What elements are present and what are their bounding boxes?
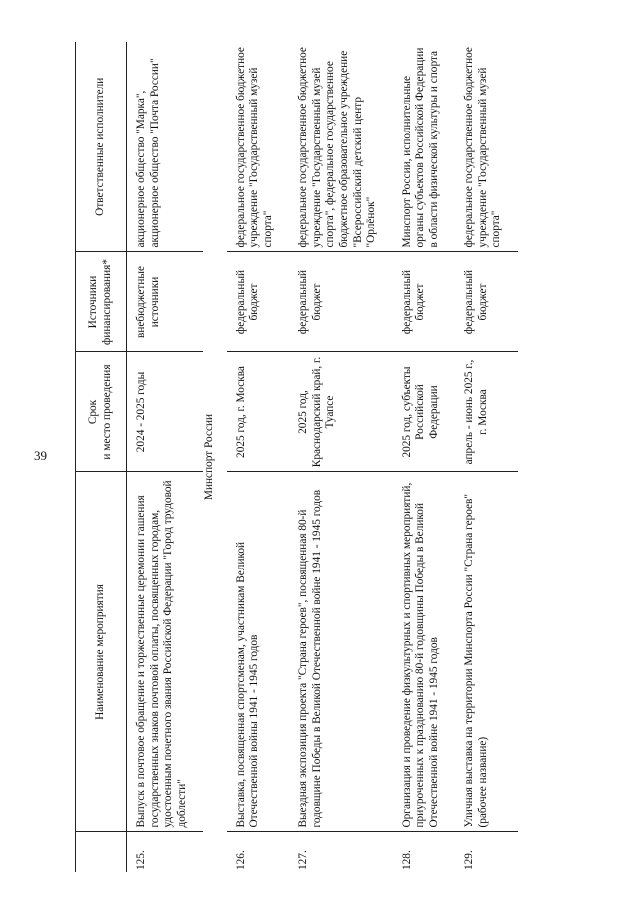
row-responsible: федеральное государственное бюджетное учреждение "Государственный музей спорта" bbox=[227, 42, 290, 252]
row-source: федеральный бюджет bbox=[289, 252, 392, 352]
section-row bbox=[203, 42, 227, 872]
header-responsible: Ответственные исполнители bbox=[76, 42, 127, 252]
row-source: федеральный бюджет bbox=[455, 252, 518, 352]
row-source: федеральный бюджет bbox=[393, 252, 456, 352]
header-number bbox=[76, 832, 127, 872]
row-term: апрель - июнь 2025 г., г. Москва bbox=[455, 352, 518, 472]
row-source: внебюджетные источники bbox=[127, 252, 204, 352]
row-responsible: акционерное общество "Марка", акционерное общество "Почта России" bbox=[127, 42, 204, 252]
row-name: Уличная выставка на территории Минспорта России "Страна героев" (рабочее название) bbox=[455, 472, 518, 832]
row-name: Выставка, посвященная спортсменам, участникам Великой Отечественной войны 1941 - 1945 годов bbox=[227, 472, 290, 832]
header-source: Источники финансирования* bbox=[76, 252, 127, 352]
table-row bbox=[127, 42, 204, 872]
row-name: Организация и проведение физкультурных и спортивных мероприятий, приуроченных к празднованию 80-й годовщины Победы в Великой Отечественной войне 1941 - 1945 годов bbox=[393, 472, 456, 832]
row-number: 128. bbox=[400, 850, 413, 870]
row-name: Выездная экспозиция проекта "Страна героев", посвященная 80-й годовщине Победы в Великой Отечественной войне 1941 - 1945 годов bbox=[289, 472, 392, 832]
table-row bbox=[289, 42, 392, 872]
table-row bbox=[455, 42, 518, 872]
events-table bbox=[75, 42, 518, 872]
row-term: 2025 год, Краснодарский край, г. Туапсе bbox=[289, 352, 392, 472]
header-name: Наименование мероприятия bbox=[76, 472, 127, 832]
row-number: 129. bbox=[463, 850, 476, 870]
section-title: Минспорт России bbox=[203, 413, 216, 501]
row-source: федеральный бюджет bbox=[227, 252, 290, 352]
row-responsible: федеральное государственное бюджетное учреждение "Государственный музей спорта", федеральное государственное бюджетное образовательное учреждение "Всероссийский детский центр "Орлёнок" bbox=[289, 42, 392, 252]
row-responsible: федеральное государственное бюджетное учреждение "Государственный музей спорта" bbox=[455, 42, 518, 252]
row-number: 127. bbox=[297, 850, 310, 870]
rotated-table-container bbox=[75, 42, 525, 872]
row-number: 126. bbox=[234, 850, 247, 870]
row-number: 125. bbox=[135, 850, 147, 870]
row-term: 2025 год, субъекты Российской Федерации bbox=[393, 352, 456, 472]
page-number: 39 bbox=[34, 448, 47, 463]
row-responsible: Минспорт России, исполнительные органы субъектов Российской Федерации в области физической культуры и спорта bbox=[393, 42, 456, 252]
table-row bbox=[227, 42, 290, 872]
row-name: Выпуск в почтовое обращение и торжественные церемонии гашения государственных знаков почтовой оплаты, посвященных городам, удостоенным почетного звания Российской Федерации "Город трудовой доблести" bbox=[127, 472, 204, 832]
table-header-row bbox=[76, 42, 127, 872]
header-term: Срок и место проведения bbox=[76, 352, 127, 472]
table-row bbox=[393, 42, 456, 872]
row-term: 2024 - 2025 годы bbox=[127, 352, 204, 472]
row-term: 2025 год, г. Москва bbox=[227, 352, 290, 472]
